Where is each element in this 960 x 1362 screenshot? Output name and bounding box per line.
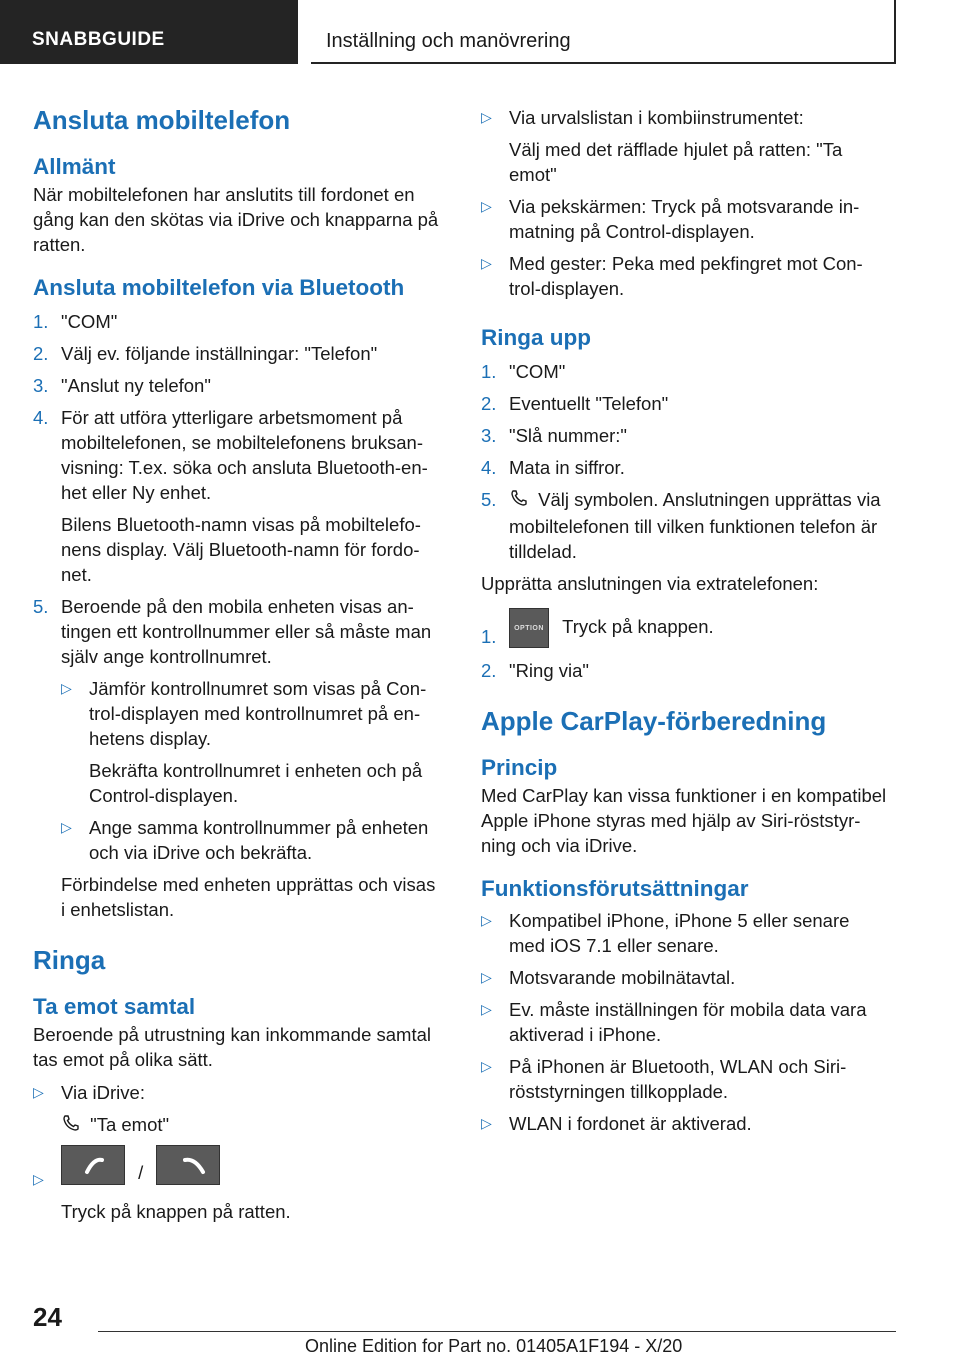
triangle-bullet-icon: ▷ xyxy=(61,680,72,696)
heading-allmant: Allmänt xyxy=(33,154,116,179)
step-text: Tryck på knappen. xyxy=(562,616,714,638)
list-item xyxy=(33,1080,451,1105)
paragraph-line: gång kan den skötas via iDrive och knapparna på xyxy=(33,209,439,230)
line-text: Bekräfta kontrollnumret i enheten och på xyxy=(89,760,423,781)
step-number: 3. xyxy=(481,425,497,446)
footer-edition: Online Edition for Part no. 01405A1F194 - X/20 xyxy=(305,1336,683,1356)
line-text: hetens display. xyxy=(89,728,212,749)
list-item xyxy=(481,658,901,683)
line-text: Motsvarande mobilnätavtal. xyxy=(509,967,736,989)
triangle-bullet-icon: ▷ xyxy=(481,912,492,929)
bluetooth-steps-list xyxy=(33,309,451,505)
heading-ringa-upp: Ringa upp xyxy=(481,325,591,350)
list-item xyxy=(33,341,451,366)
step-text: tilldelad. xyxy=(509,541,577,563)
list-item xyxy=(481,487,901,564)
bullet-group xyxy=(61,676,451,808)
bullet-text: Via iDrive: xyxy=(61,1082,145,1103)
line-text: het eller Ny enhet. xyxy=(61,482,212,503)
step-number: 2. xyxy=(481,660,497,682)
step-text: Mata in siffror. xyxy=(509,457,625,478)
list-item xyxy=(33,1145,451,1187)
steering-phone-button-icon xyxy=(61,1145,125,1185)
line-text: trol-displayen med kontrollnumret på en- xyxy=(89,703,421,724)
line-text: Med gester: Peka med pekfingret mot Con- xyxy=(509,253,863,274)
list-item xyxy=(33,309,451,334)
step-text: "COM" xyxy=(509,361,566,382)
extra-phone-paragraph: Upprätta anslutningen via extratelefonen: xyxy=(481,573,819,595)
step-number: 5. xyxy=(481,489,497,510)
line-text: Beroende på den mobila enheten visas an- xyxy=(61,596,414,617)
list-item xyxy=(481,391,901,416)
list-item xyxy=(33,594,451,669)
phone-handset-icon xyxy=(61,1113,85,1139)
connection-note xyxy=(33,872,451,922)
princip-paragraph xyxy=(481,783,901,858)
step-5-bullets xyxy=(33,676,451,865)
line-text: Förbindelse med enheten upprättas och visas xyxy=(61,874,436,895)
triangle-bullet-icon: ▷ xyxy=(481,198,492,214)
paragraph-line: ratten. xyxy=(33,234,86,255)
line-text: och via iDrive och bekräfta. xyxy=(89,842,313,863)
paragraph-line: När mobiltelefonen har anslutits till fordonet en xyxy=(33,184,415,205)
bullet-group xyxy=(61,815,451,865)
requirements-list xyxy=(481,908,901,1136)
chapter-title: Inställning och manövrering xyxy=(311,0,896,64)
step-number: 5. xyxy=(33,596,49,617)
list-item xyxy=(481,423,901,448)
line-text: tingen ett kontrollnummer eller så måste man xyxy=(61,621,432,642)
triangle-bullet-icon: ▷ xyxy=(481,1058,492,1075)
heading-apple-carplay: Apple CarPlay-förberedning xyxy=(481,706,827,737)
heading-princip: Princip xyxy=(481,755,558,781)
bullet-note xyxy=(481,137,901,187)
bullet-group xyxy=(481,908,901,958)
list-item xyxy=(481,251,901,301)
line-text: emot" xyxy=(509,164,557,185)
paragraph-line: ning och via iDrive. xyxy=(481,835,638,857)
idrive-action xyxy=(33,1112,451,1139)
paragraph-line: Med CarPlay kan vissa funktioner i en kompatibel xyxy=(481,785,887,807)
list-item xyxy=(481,604,901,650)
bullet-group xyxy=(481,997,901,1047)
line-text: För att utföra ytterligare arbetsmoment på xyxy=(61,407,403,428)
step-number: 1. xyxy=(33,311,49,332)
line-text: Välj ev. följande inställningar: "Telefon" xyxy=(61,343,378,364)
receive-call-bullets xyxy=(481,105,901,301)
triangle-bullet-icon: ▷ xyxy=(481,255,492,271)
step-text: mobiltelefonen till vilken funktionen telefon är xyxy=(509,516,878,538)
bullet-group xyxy=(481,251,901,301)
footer-divider xyxy=(98,1331,896,1332)
list-item xyxy=(61,676,451,751)
line-text: Via urvalslistan i kombiinstrumentet: xyxy=(509,107,804,128)
line-text: "Anslut ny telefon" xyxy=(61,375,211,396)
option-button-icon: OPTION xyxy=(509,608,549,648)
paragraph-line: Apple iPhone styras med hjälp av Siri-röststyr- xyxy=(481,810,861,832)
line-text: med iOS 7.1 eller senare. xyxy=(509,935,719,957)
list-item xyxy=(481,455,901,480)
list-item xyxy=(481,965,901,990)
steering-menu-phone-button-icon xyxy=(156,1145,220,1185)
line-text: Ange samma kontrollnummer på enheten xyxy=(89,817,429,838)
step-number: 1. xyxy=(481,626,497,648)
list-item xyxy=(33,373,451,398)
step-number: 4. xyxy=(481,457,497,478)
line-text: aktiverad i iPhone. xyxy=(509,1024,662,1046)
bullet-note xyxy=(61,758,451,808)
step-number: 3. xyxy=(33,375,49,396)
step-text: "Ring via" xyxy=(509,660,589,682)
step-text: Välj symbolen. Anslutningen upprättas via xyxy=(538,489,881,510)
line-text: Jämför kontrollnumret som visas på Con- xyxy=(89,678,427,699)
step-text: "Slå nummer:" xyxy=(509,425,628,446)
line-text: net. xyxy=(61,564,92,585)
heading-ansluta-mobiltelefon: Ansluta mobiltelefon xyxy=(33,105,291,135)
line-text: röststyrningen tillkopplade. xyxy=(509,1081,729,1103)
heading-ta-emot-samtal: Ta emot samtal xyxy=(33,994,196,1019)
list-item xyxy=(481,908,901,958)
line-text: matning på Control-displayen. xyxy=(509,221,755,242)
line-text: nens display. Välj Bluetooth-namn för fordo- xyxy=(61,539,420,560)
triangle-bullet-icon: ▷ xyxy=(481,1115,492,1132)
section-tab: SNABBGUIDE xyxy=(0,0,298,64)
bullet-group xyxy=(481,965,901,990)
line-text: Välj med det räfflade hjulet på ratten: "Ta xyxy=(509,139,843,160)
heading-ringa: Ringa xyxy=(33,945,106,975)
line-text: Via pekskärmen: Tryck på motsvarande in- xyxy=(509,196,860,217)
list-item xyxy=(481,194,901,244)
line-text: visning: T.ex. söka och ansluta Bluetooth-en- xyxy=(61,457,428,478)
heading-funktionsforutsattningar: Funktionsförutsättningar xyxy=(481,876,749,902)
bullet-group xyxy=(481,105,901,187)
triangle-bullet-icon: ▷ xyxy=(481,109,492,125)
triangle-bullet-icon: ▷ xyxy=(33,1171,44,1188)
line-text: Kompatibel iPhone, iPhone 5 eller senare xyxy=(509,910,850,932)
list-item xyxy=(481,359,901,384)
step-text: Eventuellt "Telefon" xyxy=(509,393,669,414)
separator-slash: / xyxy=(138,1162,144,1184)
line-text: Ev. måste inställningen för mobila data vara xyxy=(509,999,867,1021)
steering-instruction: Tryck på knappen på ratten. xyxy=(61,1201,291,1223)
list-item xyxy=(481,997,901,1047)
line-text: "COM" xyxy=(61,311,118,332)
line-text: trol-displayen. xyxy=(509,278,625,299)
line-text: mobiltelefonen, se mobiltelefonens bruksan- xyxy=(61,432,423,453)
page-header xyxy=(0,0,960,66)
step-number: 2. xyxy=(33,343,49,364)
list-item xyxy=(33,405,451,505)
phone-handset-icon xyxy=(509,488,533,514)
bullet-group xyxy=(481,1054,901,1104)
left-column xyxy=(33,100,451,1224)
list-item xyxy=(481,105,901,130)
line-text: WLAN i fordonet är aktiverad. xyxy=(509,1113,752,1135)
list-item xyxy=(61,815,451,865)
dial-steps-list xyxy=(481,359,901,480)
step-number: 4. xyxy=(33,407,49,428)
list-item xyxy=(481,1111,901,1136)
sub-bullet-group xyxy=(61,815,451,865)
paragraph-line: Beroende på utrustning kan inkommande samtal xyxy=(33,1024,431,1045)
triangle-bullet-icon: ▷ xyxy=(61,819,72,835)
triangle-bullet-icon: ▷ xyxy=(481,969,492,986)
line-text: i enhetslistan. xyxy=(61,899,175,920)
line-text: Bilens Bluetooth-namn visas på mobiltelefo- xyxy=(61,514,421,535)
step-4-note xyxy=(33,512,451,587)
step-number: 1. xyxy=(481,361,497,382)
bullet-group xyxy=(481,1111,901,1136)
page-number: 24 xyxy=(33,1302,62,1332)
paragraph-line: tas emot på olika sätt. xyxy=(33,1049,213,1070)
line-text: Control-displayen. xyxy=(89,785,239,806)
heading-bluetooth: Ansluta mobiltelefon via Bluetooth xyxy=(33,275,405,300)
triangle-bullet-icon: ▷ xyxy=(33,1084,44,1100)
step-number: 2. xyxy=(481,393,497,414)
line-text: På iPhonen är Bluetooth, WLAN och Siri- xyxy=(509,1056,847,1078)
right-column xyxy=(481,100,901,1136)
idrive-action-text: "Ta emot" xyxy=(90,1114,170,1135)
list-item xyxy=(481,1054,901,1104)
triangle-bullet-icon: ▷ xyxy=(481,1001,492,1018)
sub-bullet-group xyxy=(61,676,451,808)
line-text: själv ange kontrollnumret. xyxy=(61,646,272,667)
bullet-group xyxy=(481,194,901,244)
